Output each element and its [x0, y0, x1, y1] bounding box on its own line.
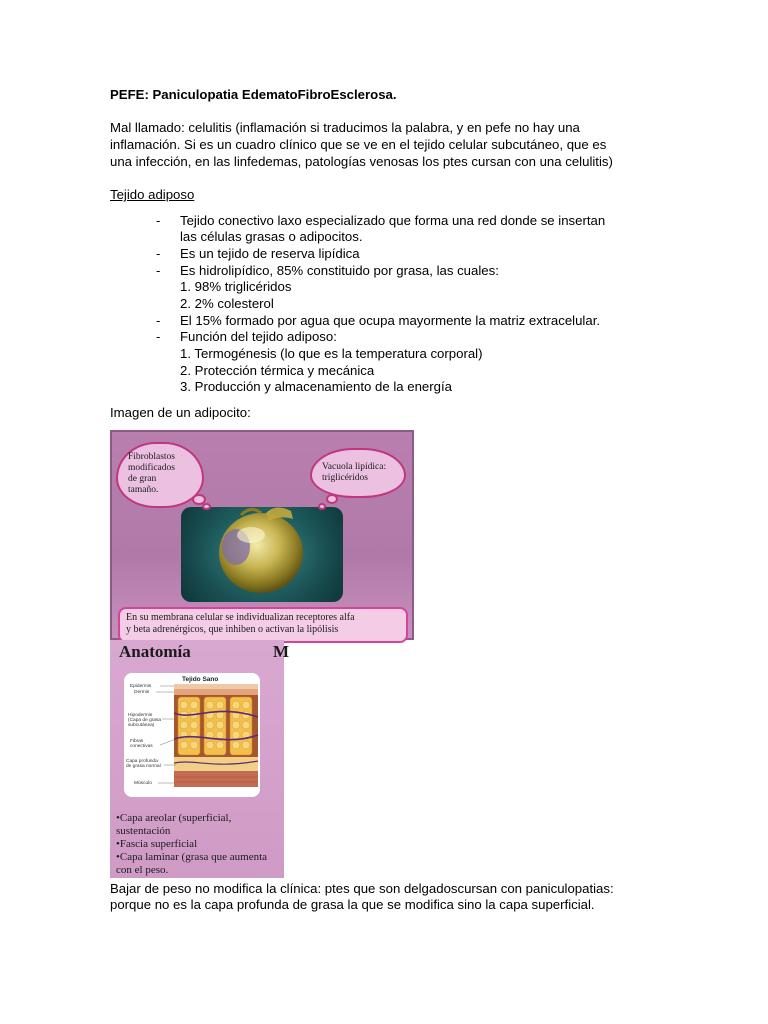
image-caption: Imagen de un adipocito:: [110, 405, 251, 420]
anatomy-figure: [110, 640, 290, 878]
note-line: con el peso.: [116, 864, 169, 876]
membrane-caption: [118, 607, 408, 643]
adipocyte-photo: [181, 507, 343, 602]
note-line: •Fascia superficial: [116, 838, 198, 850]
note-line: •Capa areolar (superficial,: [116, 812, 232, 824]
bullet-2-line-1: Es un tejido de reserva lipídica: [180, 246, 360, 261]
intro-line-2: inflamación. Si es un cuadro clínico que se ve en el tejido celular subcutáneo, que es: [110, 137, 607, 152]
caption-line: En su membrana celular se individualizan receptores alfa: [126, 612, 355, 623]
bullet-5-line-1: Función del tejido adiposo:: [180, 329, 337, 344]
note-line: •Capa laminar (grasa que aumenta: [116, 851, 268, 863]
layer-notes: [116, 812, 284, 877]
label-capa-profunda: Capa profunda de grasa normal: [126, 759, 161, 769]
bullet-dash: -: [156, 329, 161, 344]
closing-line-2: porque no es la capa profunda de grasa la que se modifica sino la capa superficial.: [110, 897, 595, 912]
bullet-3-line-1: Es hidrolipídico, 85% constituido por grasa, las cuales:: [180, 263, 499, 278]
label-hipodermis: Hipodermis (Capa de grasa subcutánea): [128, 713, 162, 728]
anatomy-title: Anatomía: [119, 642, 191, 661]
callout-tail-dot: [318, 503, 326, 510]
adipocyte-figure: [110, 430, 414, 640]
bullet-3-line-2: 1. 98% triglicéridos: [180, 279, 292, 294]
adipocyte-illustration: [181, 507, 343, 602]
callout-vacuola: [310, 448, 406, 498]
bullet-1-line-2: las células grasas o adipocitos.: [180, 229, 363, 244]
bullet-4-line-1: El 15% formado por agua que ocupa mayormente la matriz extracelular.: [180, 313, 601, 328]
bullet-1-line-1: Tejido conectivo laxo especializado que forma una red donde se insertan: [180, 213, 606, 228]
callout-tail-dot: [326, 494, 338, 504]
caption-line: y beta adrenérgicos, que inhiben o activan la lipólisis: [126, 624, 339, 635]
label-fibras: Fibras conectivas: [130, 739, 153, 749]
intro-line-3: una infección, en las linfedemas, patologías venosas los ptes cursan con una celulitis): [110, 154, 613, 169]
section-heading: Tejido adiposo: [110, 187, 195, 202]
callout-tail-dot: [202, 503, 211, 510]
callout-line: Fibroblastos: [128, 452, 175, 462]
anatomy-title-cut: M: [273, 642, 290, 661]
bullet-3-line-3: 2. 2% colesterol: [180, 296, 274, 311]
callout-line: modificados: [128, 463, 175, 473]
document-title: PEFE: Paniculopatia EdematoFibroEsclerosa.: [110, 87, 397, 102]
closing-line-1: Bajar de peso no modifica la clínica: ptes que son delgadoscursan con paniculopatias:: [110, 881, 614, 896]
label-epidermis: Epidermis: [130, 684, 152, 689]
bullet-dash: -: [156, 313, 161, 328]
label-musculo: Músculo: [134, 781, 152, 786]
callout-line: triglicéridos: [322, 473, 368, 483]
intro-line-1: Mal llamado: celulitis (inflamación si traducimos la palabra, y en pefe no hay una: [110, 120, 580, 135]
bullet-5-line-2: 1. Termogénesis (lo que es la temperatura corporal): [180, 346, 483, 361]
bullet-dash: -: [156, 246, 161, 261]
bullet-5-line-4: 3. Producción y almacenamiento de la energía: [180, 379, 452, 394]
skin-diagram: [124, 673, 260, 797]
panel-title: Tejido Sano: [182, 676, 219, 683]
bullet-5-line-3: 2. Protección térmica y mecánica: [180, 363, 375, 378]
bullet-dash: -: [156, 263, 161, 278]
callout-line: Vacuola lipídica:: [322, 462, 387, 472]
bullet-dash: -: [156, 213, 161, 228]
callout-fibroblastos: [116, 442, 204, 508]
callout-line: de gran: [128, 474, 157, 484]
callout-line: tamaño.: [128, 485, 159, 495]
label-dermis: Dermis: [134, 690, 150, 695]
note-line: sustentación: [116, 825, 171, 837]
